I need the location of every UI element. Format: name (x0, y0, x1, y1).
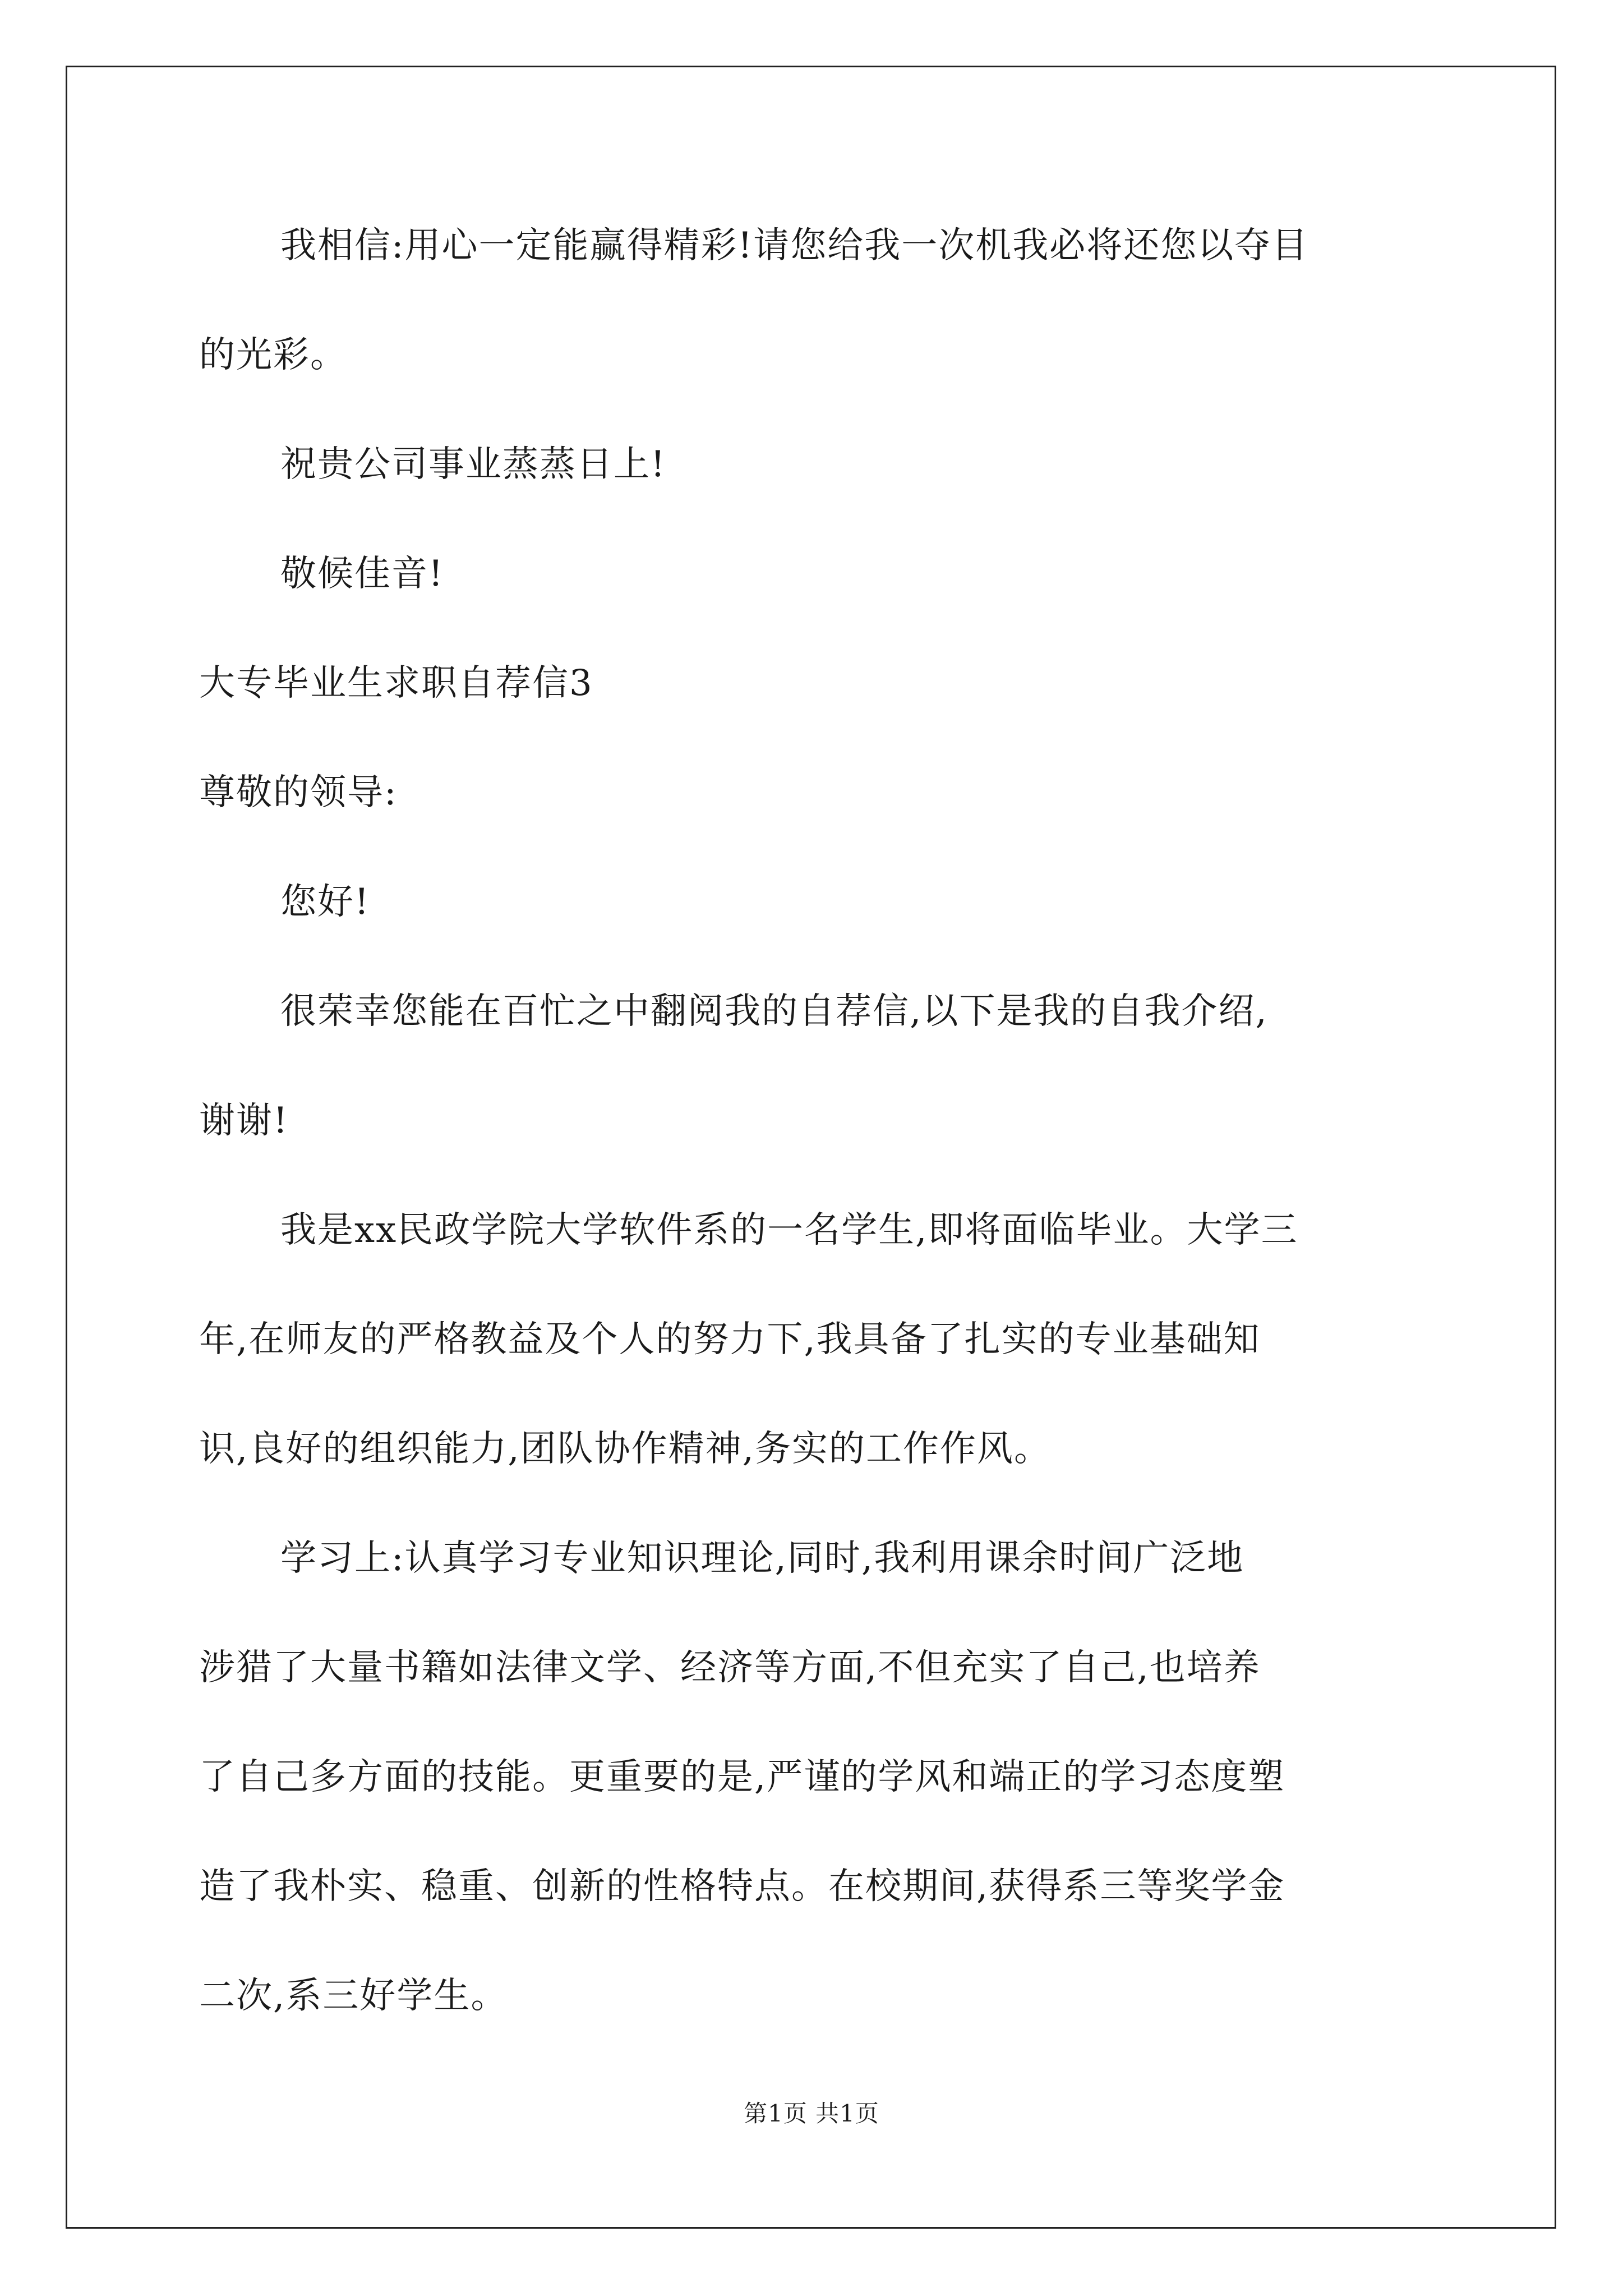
text-line: 我是xx民政学院大学软件系的一名学生,即将面临毕业。大学三 (280, 1209, 1298, 1251)
text-line: 造了我朴实、稳重、创新的性格特点。在校期间,获得系三等奖学金 (199, 1866, 1285, 1907)
text-line: 敬候佳音! (280, 553, 444, 595)
text-line: 您好! (280, 881, 370, 923)
text-line: 谢谢! (199, 1100, 289, 1142)
text-line: 祝贵公司事业蒸蒸日上! (280, 444, 666, 485)
text-line: 年,在师友的严格教益及个人的努力下,我具备了扎实的专业基础知 (199, 1319, 1261, 1360)
text-line: 很荣幸您能在百忙之中翻阅我的自荐信,以下是我的自我介绍, (280, 991, 1268, 1032)
text-line: 了自己多方面的技能。更重要的是,严谨的学风和端正的学习态度塑 (199, 1756, 1285, 1798)
salutation: 尊敬的领导: (199, 772, 398, 813)
text-line: 识,良好的组织能力,团队协作精神,务实的工作作风。 (199, 1428, 1052, 1470)
section-heading: 大专毕业生求职自荐信3 (199, 662, 593, 704)
text-line: 我相信:用心一定能赢得精彩!请您给我一次机我必将还您以夺目 (280, 225, 1309, 266)
text-line: 二次,系三好学生。 (199, 1975, 508, 2017)
text-line: 涉猎了大量书籍如法律文学、经济等方面,不但充实了自己,也培养 (199, 1647, 1261, 1688)
text-line: 学习上:认真学习专业知识理论,同时,我利用课余时间广泛地 (280, 1538, 1244, 1579)
text-line: 的光彩。 (199, 334, 347, 376)
page-footer: 第1页 共1页 (744, 2100, 879, 2127)
